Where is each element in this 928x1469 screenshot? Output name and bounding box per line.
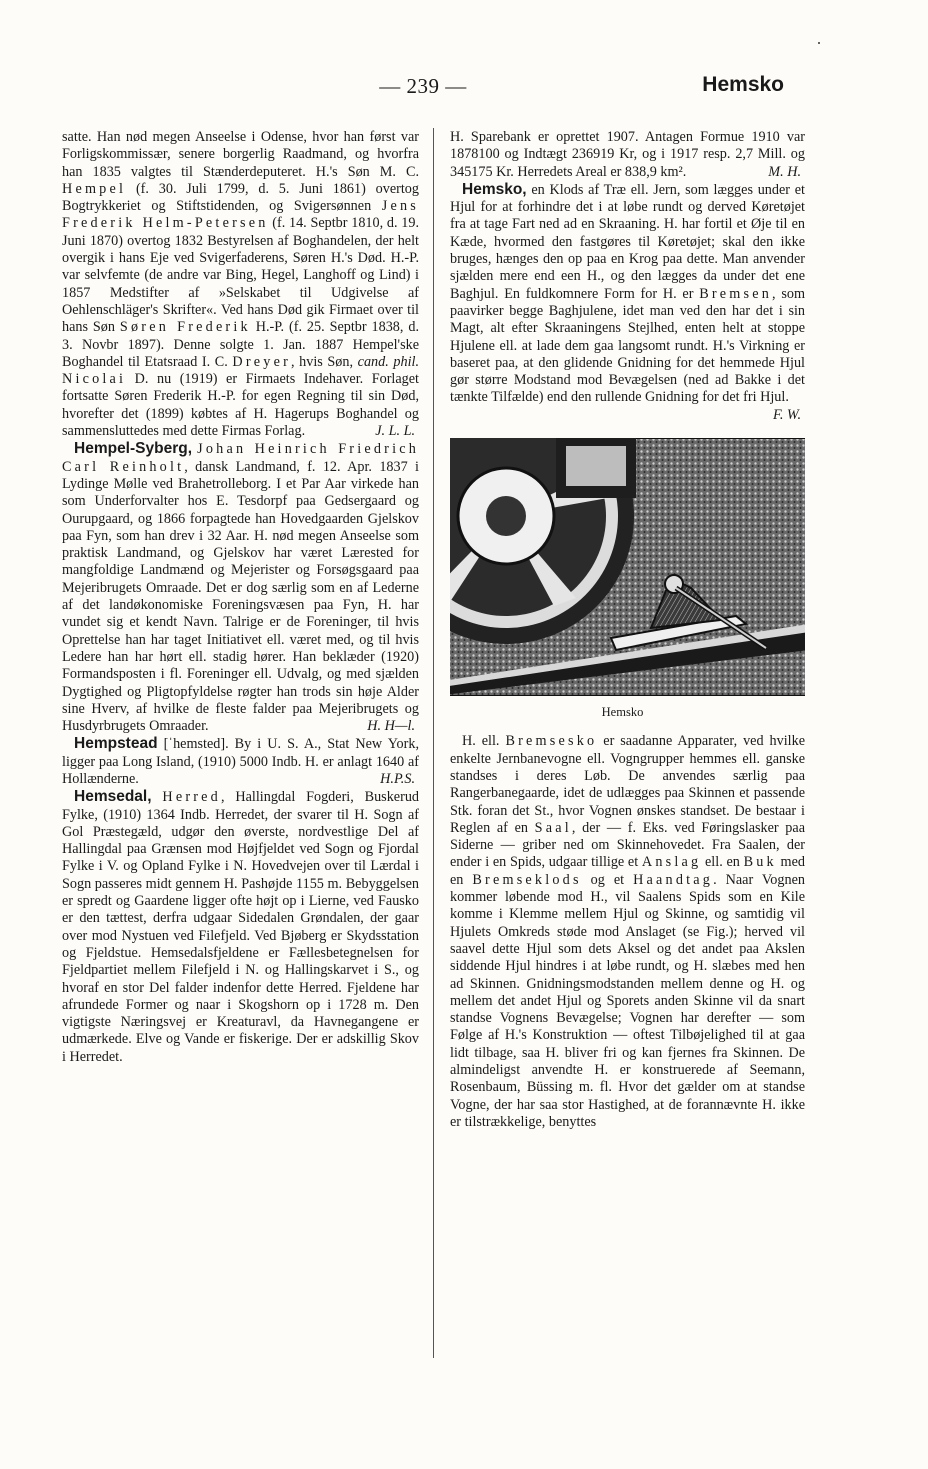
spaced-name: Jens Frederik Helm-Petersen	[62, 198, 419, 232]
entry-text: , dansk Landmand, f. 12. Apr. 1837 i Lydinge Mølle ved Brahetrolleborg. I et Par Aar virkede han som Underforvalter hos E. Tesdorpf paa Gedsergaard og Ourupgaard, og 1866 forpagtede han Hovedgaarden Gjelskov paa Fyn, som han drev i 32 Aar. H. nød megen Anseelse som praktisk Landmand, og Gjelskov har været Lærested for mangfoldige Landmænd og Mejerister og Forsøgsgaard paa Mejeribrugets Omraade. Det er dog særlig som en af Lederne af det landøkonomiske Foreningsvæsen paa Fyn, H. har vundet sig et kendt Navn. Talrige er de Foreninger, til hvis Oprettelse han har taget Initiativet ell. været med, og til hvis Ledere han har hørt ell. stadig hører. Han beklæder (1920) Formandsposten i fl. Foreninger ell. Udvalg, og med sjælden Dygtighed og Pligtopfyldelse røgter han trods sin høje Alder sine Hverv, af hvilke de fleste falder paa Mejeribrugets og Husdyrbrugets Omraader.	[62, 458, 419, 735]
entry-hemsko	[450, 180, 805, 423]
column-divider	[433, 128, 434, 1358]
speck-mark	[818, 42, 820, 44]
entry-text: en Klods af Træ ell. Jern, som lægges under et Hjul for at forhindre det i at løbe rundt og derved Køretøjet fra at tage Fart ned ad en Skraaning. H. har fortil et Øje til en Kæde, hvormed den fastgøres til Køretøjet; skal den ikke bruges, hænges den op paa en Krog paa dette. Man anvender sjælden mere end een H., og den lægges da under det ene Baghjul. En fuldkomnere Form for H. er	[450, 181, 805, 302]
author-signature: J. L. L.	[375, 423, 415, 440]
text-run: , der — f. Eks. ved Føringslasker paa Siderne — griber ned om Skinnehovedet. Fra Saalen, der ender i en Spids, udgaar tillige et	[450, 819, 805, 871]
italic-degree: cand. phil.	[357, 353, 419, 370]
entry-headword: Hemsedal,	[74, 788, 152, 806]
entry-text: [ˈhemsted]. By i U. S. A., Stat New York, ligger paa Long Island, (1910) 5000 Indb. H. er anlagt 1640 af Hollænderne.	[62, 736, 419, 787]
spaced-term: Anslag	[641, 854, 702, 871]
spaced-name: Herred	[162, 789, 221, 806]
spaced-name: Bremsen	[699, 285, 773, 302]
text-run: og et	[581, 871, 634, 888]
page-number: — 239 —	[379, 74, 467, 98]
text-run: ell. en	[701, 854, 744, 871]
spaced-term: Haandtag	[633, 871, 714, 888]
text-run: , hvis Søn,	[291, 353, 358, 370]
spaced-name: Hempel	[62, 180, 127, 197]
wheel-brake-shoe-illustration	[450, 438, 805, 696]
spaced-term: Buk	[743, 854, 777, 871]
text-run: med en	[450, 854, 805, 888]
text-run: satte. Han nød megen Anseelse i Odense, hvor han først var Forligskommissær, senere borgerlig Raadmand, og hvorfra han 1835 valgtes til Stænderdeputeret. H.'s Søn M. C.	[62, 129, 419, 180]
entry-headword: Hempstead	[74, 735, 158, 753]
spaced-name: Nicolai	[62, 371, 127, 388]
hemsko-figure	[450, 438, 805, 721]
figure-caption: Hemsko	[601, 705, 644, 720]
right-column	[450, 129, 805, 1354]
entry-hemsedal-continued	[450, 129, 805, 181]
text-run: er saadanne Apparater, ved hvilke enkelte Jernbanevogne ell. Vogngrupper hemmes ell. ganske standses i deres Løb. De anvendes særlig paa Rangerbanegaarde, idet de udlægges paa Skinnen et passende Stk. foran det St., hvor Vognen ønskes standset. De bestaar i Reglen af en	[450, 733, 805, 836]
text-run: (f. 14. Septbr 1810, d. 19. Juni 1870) overtog 1832 Bestyrelsen af Boghandelen, der helt overgik i hans Eje ved Svigerfaderens, Søren H.'s Død. H.-P. var selvfemte (de andre var Bing, Hegel, Langhoff og Lind) i 1857 Medstifter af »Selskabet til Udgivelse af Oehlenschläger's Skrifter«. Ved hans Død gik Firmaet over til hans Søn	[62, 215, 419, 336]
spaced-term: Bremsesko	[505, 733, 598, 750]
entry-hempel-continued	[62, 129, 419, 440]
author-signature: M. H.	[768, 163, 801, 180]
entry-headword: Hemsko,	[462, 180, 527, 198]
text-run: D. nu (1919) er Firmaets Indehaver. Forlaget fortsatte Søren Frederik H.-P. for egen Regning til sin Død, hvorefter det (1899) købtes af H. Hagerups Boghandel og sammensluttedes med dette Firmas Forlag.	[62, 371, 419, 440]
entry-hempel-syberg	[62, 440, 419, 735]
entry-bremsesko	[450, 733, 805, 1131]
text-run: H.-P. (f. 25. Septbr 1838, d. 3. Novbr 1897). Denne solgte 1. Jan. 1887 Hempel'ske Boghandel til Etatsraad I. C.	[62, 319, 419, 370]
spaced-term: Saal	[534, 819, 572, 836]
text-run: (f. 30. Juli 1799, d. 5. Juni 1861) overtog Bogtrykkeriet og Stiftstidenden, og Svigersønnen	[62, 180, 419, 215]
author-signature: H.P.S.	[380, 770, 415, 787]
spaced-name: Dreyer	[232, 353, 291, 370]
entry-hemsedal	[62, 788, 419, 1066]
text-run: . Naar Vognen kommer løbende mod H., vil Saalens Spids som en Kile komme i Klemme mellem Hjul og Skinne, og samtidig vil Hjulets Omkreds støde mod Anslaget (se Fig.); herved vil saavel dette Hjul som dets Aksel og det andet paa Akslen siddende Hjul hindres i at løbe rundt, og H. slæbes med hen ad Skinnen. Gnidningsmodstanden mellem denne og H. og mellem det andet Hjul og Sporets anden Skinne vil da snart standse Vognens Bevægelse; Vognen har derefter — som Følge af H.'s Konstruktion — oftest Tilbøjelighed til at gaa lidt tilbage, saa H. bliver fri og kan fjernes fra Skinnen. De almindeligst anvendte H. er konstruerede af Seemann, Rosenbaum, Büssing m. fl. Hvor det gælder om at standse Vogne, der har saa stor Hastighed, at de forannævnte H. ikke er tilstrækkelige, benyttes	[450, 871, 805, 1130]
entry-headword: Hempel-Syberg,	[74, 440, 193, 458]
spaced-name: Johan Heinrich Friedrich Carl Reinholt	[62, 441, 419, 475]
entry-text: , som paavirker begge Baghjulene, idet man ved den har det i sin Magt, alt efter Skraaningens Stejlhed, enten helt at stoppe Hjulene ell. at lade dem gaa langsomt rundt. H.'s Virkning er baseret paa, at den glidende Gnidning for det hemmede Hjul gør større Modstand mod Bevægelsen (ned ad Bakke i det tænkte Tilfælde) end den rullende Gnidning for det fri Hjul.	[450, 285, 805, 406]
text-run: H. Sparebank er oprettet 1907. Antagen Formue 1910 var 1878100 og Indtægt 236919 Kr, og i 1917 resp. 2,7 Mill. og 345175 Kr. Herredets Areal er 838,9 km².	[450, 129, 805, 180]
left-column	[62, 129, 419, 1354]
running-head: Hemsko	[702, 73, 784, 96]
text-run: H. ell.	[462, 733, 506, 750]
author-signature: F. W.	[773, 406, 801, 423]
entry-hempstead	[62, 735, 419, 788]
page-header	[62, 74, 784, 104]
author-signature: H. H—l.	[367, 718, 415, 735]
entry-text: , Hallingdal Fogderi, Buskerud Fylke, (1910) 1364 Indb. Herredet, der svarer til H. Sogn af Gol Præstegæld, udgør den øverste, nordvestlige Del af Hallingdal paa Grænsen mod Højfjeldet ved Sogn og Fjordal Fylke i V. og Opland Fylke i N. Hovedvejen over til Lærdal i Sogn passeres midt gennem H. Pashøjde 1155 m. Bebyggelsen er spredt og Gaardene ligger ofte højt op i Lierne, ved Fausko er den tættest, derfra udgaar Sidedalen Grøndalen, der gaar over mod Nystuen ved Filefjeld. Ved Bjøberg er Skydsstation og Fjeldstue. Hemsedalsfjeldene er Fællesbetegnelsen for Fjeldpartiet mellem Filefjeld i N. og Hallingskarvet i S., og hvoraf en stor Del falder indenfor dette Herred. Fjeldene har afrundede Former og naar i Skogshorn op i 1728 m. Den vigtigste Næringsvej er Kreaturavl, da Havnegangene er udmærkede. Elve og Vande er fiskerige. Der er adskillig Skov i Herredet.	[62, 789, 419, 1065]
spaced-term: Bremseklods	[472, 871, 582, 888]
spaced-name: Søren Frederik	[119, 319, 251, 336]
